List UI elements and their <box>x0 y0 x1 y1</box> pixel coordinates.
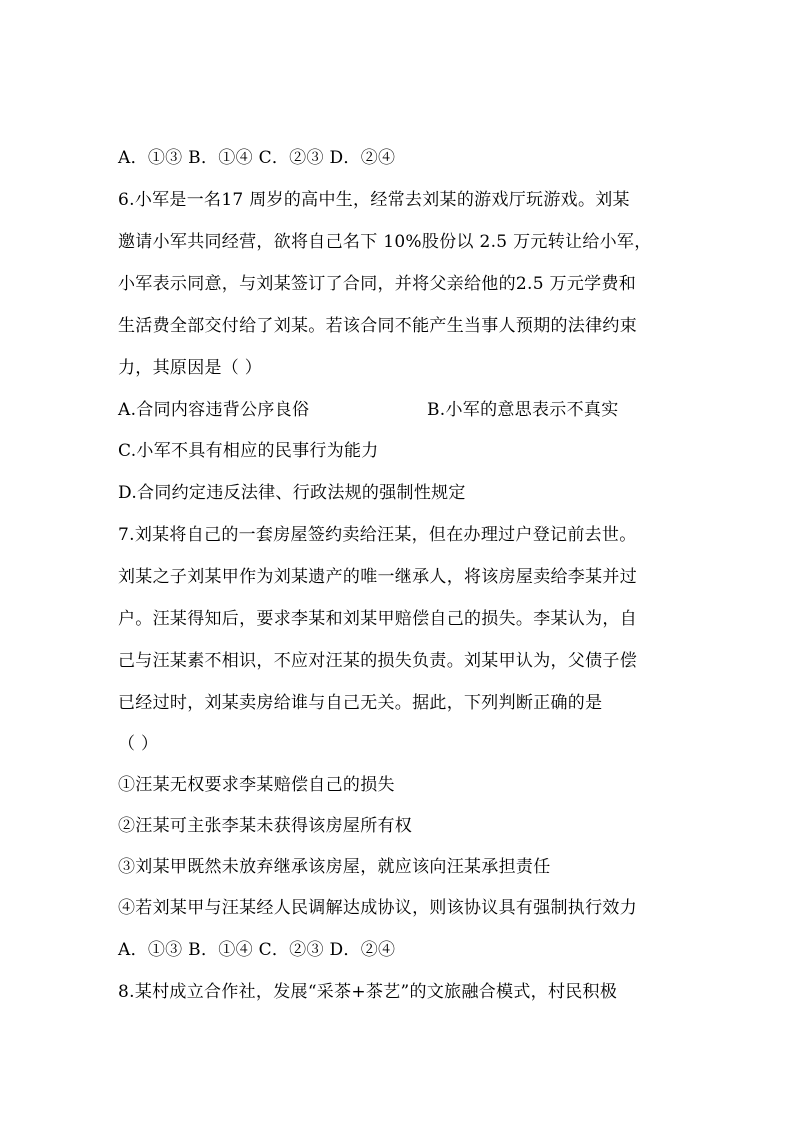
q7-statement-1: ①汪某无权要求李某赔偿自己的损失 <box>118 775 395 795</box>
q6-options-ab <box>118 395 678 425</box>
q5-options: A．①③ B．①④ C．②③ D．②④ <box>118 148 396 168</box>
q8-stem-line: 8.某村成立合作社，发展“采茶+茶艺”的文旅融合模式，村民积极 <box>118 982 618 1002</box>
q6-option-a: A.合同内容违背公序良俗 <box>118 400 310 420</box>
q7-options: A．①③ B．①④ C．②③ D．②④ <box>118 940 396 960</box>
q7-stem-line: 刘某之子刘某甲作为刘某遗产的唯一继承人，将该房屋卖给李某并过 <box>118 567 637 587</box>
q7-statement-2: ②汪某可主张李某未获得该房屋所有权 <box>118 816 413 836</box>
q7-statement-4: ④若刘某甲与汪某经人民调解达成协议，则该协议具有强制执行效力 <box>118 898 637 918</box>
q6-stem-line: 6.小军是一名17 周岁的高中生，经常去刘某的游戏厅玩游戏。刘某 <box>118 190 630 210</box>
q7-stem-line: 已经过时，刘某卖房给谁与自己无关。据此，下列判断正确的是 <box>118 693 603 713</box>
q6-option-b: B.小军的意思表示不真实 <box>427 400 619 420</box>
q6-stem-line: 小军表示同意，与刘某签订了合同，并将父亲给他的2.5 万元学费和 <box>118 274 637 294</box>
q6-stem-line: 邀请小军共同经营，欲将自己名下 10%股份以 2.5 万元转让给小军， <box>118 232 652 252</box>
q7-stem-line: 7.刘某将自己的一套房屋签约卖给汪某，但在办理过户登记前去世。 <box>118 525 637 545</box>
q6-option-c: C.小军不具有相应的民事行为能力 <box>118 441 379 461</box>
q6-stem-line: 生活费全部交付给了刘某。若该合同不能产生当事人预期的法律约束 <box>118 316 637 336</box>
q7-stem-line: （ ） <box>118 734 159 754</box>
q6-option-d: D.合同约定违反法律、行政法规的强制性规定 <box>118 483 466 503</box>
q7-stem-line: 户。汪某得知后，要求李某和刘某甲赔偿自己的损失。李某认为，自 <box>118 609 637 629</box>
q7-stem-line: 己与汪某素不相识，不应对汪某的损失负责。刘某甲认为，父债子偿 <box>118 651 637 671</box>
q7-statement-3: ③刘某甲既然未放弃继承该房屋，就应该向汪某承担责任 <box>118 857 551 877</box>
q6-stem-line: 力，其原因是（ ） <box>118 358 263 378</box>
